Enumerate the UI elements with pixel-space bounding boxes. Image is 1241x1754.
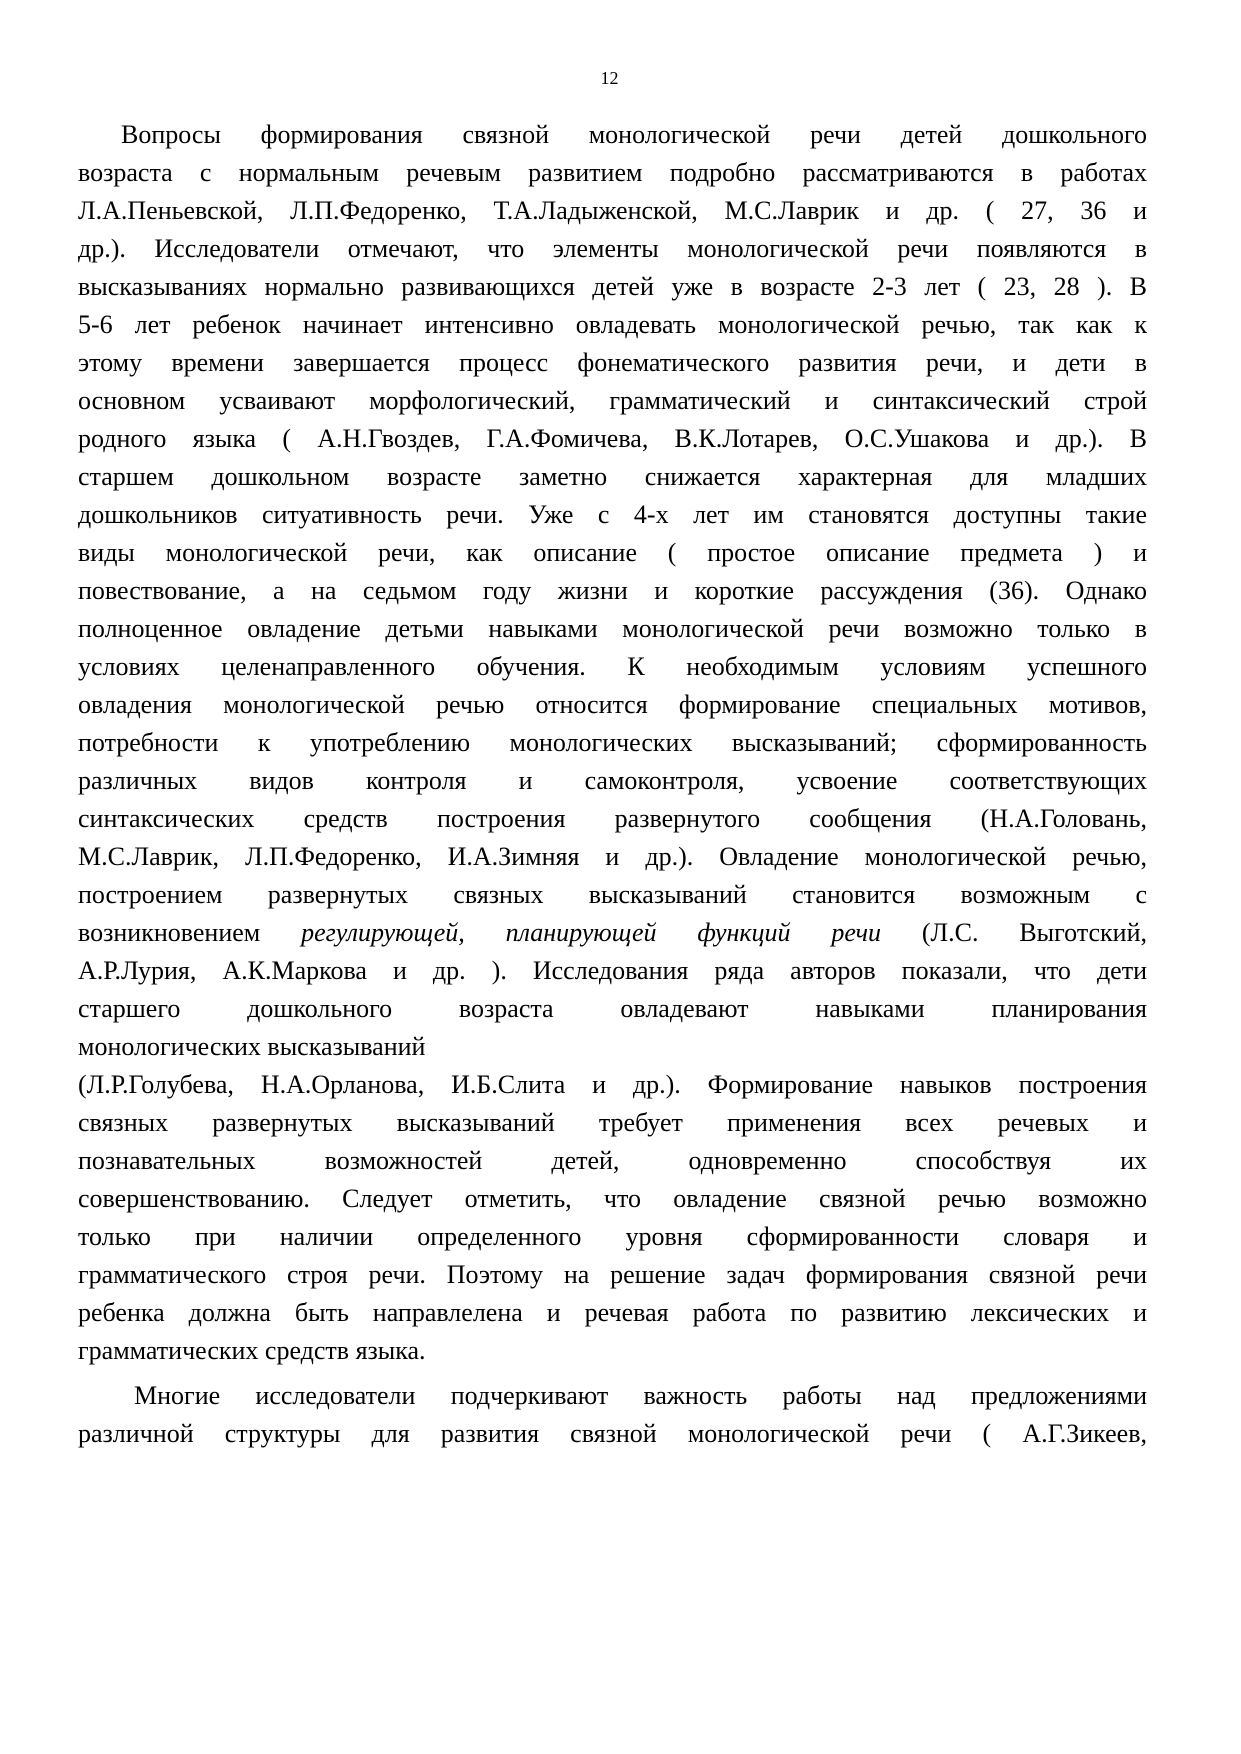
text-line: старшем дошкольном возрасте заметно снижается характерная для младших	[78, 462, 1147, 491]
text-line: этому времени завершается процесс фонематического развития речи, и дети в	[78, 348, 1147, 377]
text-line: (Л.Р.Голубева, Н.А.Орланова, И.Б.Слита и др.). Формирование навыков построения	[78, 1070, 1147, 1099]
text-line: овладения монологической речью относится формирование специальных мотивов,	[78, 690, 1147, 719]
text-line: познавательных возможностей детей, одновременно способствуя их	[78, 1146, 1147, 1175]
text-line: А.Р.Лурия, А.К.Маркова и др. ). Исследования ряда авторов показали, что дети	[78, 956, 1147, 985]
text-line: 5-6 лет ребенок начинает интенсивно овладевать монологической речью, так как к	[78, 310, 1147, 339]
text-line: повествование, а на седьмом году жизни и короткие рассуждения (36). Однако	[78, 576, 1147, 605]
text-line: ребенка должна быть направлелена и речевая работа по развитию лексических и	[78, 1298, 1147, 1327]
text-span: (Л.С. Выготский,	[881, 918, 1147, 947]
text-line: дошкольников ситуативность речи. Уже с 4-х лет им становятся доступны такие	[78, 500, 1147, 529]
text-line: монологических высказываний	[78, 1032, 426, 1061]
text-line: грамматического строя речи. Поэтому на решение задач формирования связной речи	[78, 1260, 1147, 1289]
text-line: совершенствованию. Следует отметить, что овладение связной речью возможно	[78, 1184, 1147, 1213]
text-line: Вопросы формирования связной монологической речи детей дошкольного	[121, 120, 1147, 149]
italic-emphasis: регулирующей, планирующей функций речи	[301, 918, 882, 947]
text-line: различных видов контроля и самоконтроля, усвоение соответствующих	[78, 766, 1147, 795]
text-line: др.). Исследователи отмечают, что элементы монологической речи появляются в	[78, 234, 1147, 263]
text-line: связных развернутых высказываний требует применения всех речевых и	[78, 1108, 1147, 1137]
text-line: различной структуры для развития связной монологической речи ( А.Г.Зикеев,	[78, 1419, 1147, 1448]
text-line: синтаксических средств построения развернутого сообщения (Н.А.Головань,	[78, 804, 1147, 833]
text-line: виды монологической речи, как описание ( простое описание предмета ) и	[78, 538, 1147, 567]
text-line: только при наличии определенного уровня сформированности словаря и	[78, 1222, 1147, 1251]
text-line: Многие исследователи подчеркивают важность работы над предложениями	[134, 1381, 1147, 1410]
text-line: условиях целенаправленного обучения. К необходимым условиям успешного	[78, 652, 1147, 681]
page-number: 12	[600, 68, 619, 88]
text-line-with-italic	[78, 916, 1147, 950]
text-span: возникновением	[78, 918, 302, 947]
text-line: родного языка ( А.Н.Гвоздев, Г.А.Фомичева, В.К.Лотарев, О.С.Ушакова и др.). В	[78, 424, 1147, 453]
text-line: высказываниях нормально развивающихся детей уже в возрасте 2-3 лет ( 23, 28 ). В	[78, 272, 1147, 301]
text-line: старшего дошкольного возраста овладевают навыками планирования	[78, 994, 1147, 1023]
text-line: построением развернутых связных высказываний становится возможным с	[78, 880, 1147, 909]
text-line: Л.А.Пеньевской, Л.П.Федоренко, Т.А.Ладыженской, М.С.Лаврик и др. ( 27, 36 и	[78, 196, 1147, 225]
text-line: потребности к употреблению монологических высказываний; сформированность	[78, 728, 1147, 757]
text-line: грамматических средств языка.	[78, 1336, 426, 1365]
text-line: возраста с нормальным речевым развитием подробно рассматриваются в работах	[78, 158, 1147, 187]
text-line: М.С.Лаврик, Л.П.Федоренко, И.А.Зимняя и др.). Овладение монологической речью,	[78, 842, 1147, 871]
text-line: полноценное овладение детьми навыками монологической речи возможно только в	[78, 614, 1147, 643]
text-line: основном усваивают морфологический, грамматический и синтаксический строй	[78, 386, 1147, 415]
